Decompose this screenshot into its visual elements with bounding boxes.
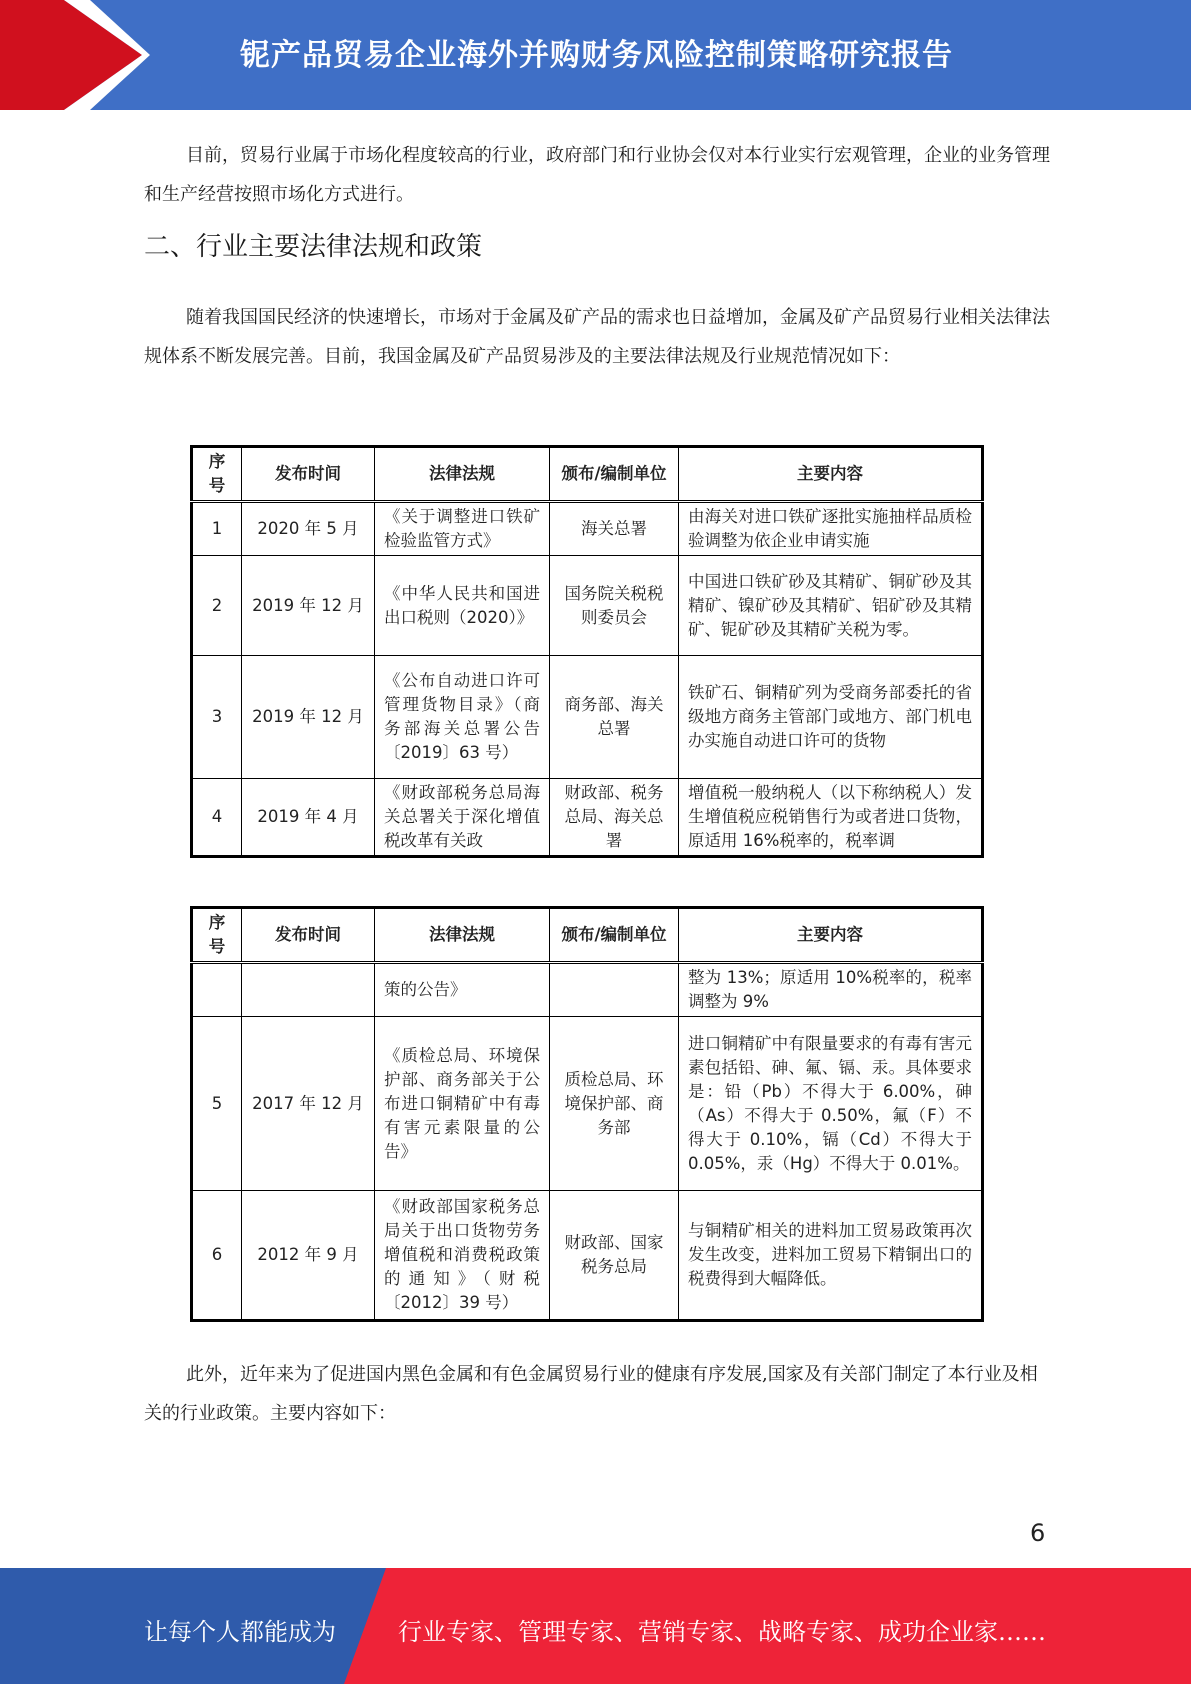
footer-slogan-left: 让每个人都能成为 [144, 1618, 336, 1646]
header-seq: 序号 [192, 447, 242, 502]
table-row [192, 1191, 983, 1321]
page-number: 6 [1030, 1519, 1046, 1547]
table-row [192, 656, 983, 779]
cell-seq: 2 [192, 556, 242, 656]
cell-law: 《质检总局、环境保护部、商务部关于公布进口铜精矿中有毒有害元素限量的公告》 [375, 1017, 550, 1191]
table-header-row [192, 447, 983, 502]
cell-content: 由海关对进口铁矿逐批实施抽样品质检验调整为依企业申请实施 [679, 502, 983, 556]
cell-seq: 4 [192, 779, 242, 857]
cell-law: 《中华人民共和国进出口税则（2020）》 [375, 556, 550, 656]
table-row [192, 1017, 983, 1191]
cell-law: 《关于调整进口铁矿检验监管方式》 [375, 502, 550, 556]
header-issuer: 颁布/编制单位 [550, 908, 679, 963]
cell-issuer: 国务院关税税则委员会 [550, 556, 679, 656]
table-row [192, 502, 983, 556]
cell-seq [192, 963, 242, 1017]
laws-table-1 [190, 445, 984, 858]
header-issuer: 颁布/编制单位 [550, 447, 679, 502]
cell-issuer [550, 963, 679, 1017]
cell-date: 2017 年 12 月 [242, 1017, 375, 1191]
cell-issuer: 财政部、国家税务总局 [550, 1191, 679, 1321]
laws-table-2 [190, 906, 984, 1322]
cell-seq: 3 [192, 656, 242, 779]
paragraph-policy-intro: 此外，近年来为了促进国内黑色金属和有色金属贸易行业的健康有序发展,国家及有关部门制定了本行业及相关的行业政策。主要内容如下： [144, 1364, 1038, 1424]
cell-seq: 6 [192, 1191, 242, 1321]
cell-seq: 5 [192, 1017, 242, 1191]
cell-content: 增值税一般纳税人（以下称纳税人）发生增值税应税销售行为或者进口货物，原适用 16%税率的，税率调 [679, 779, 983, 857]
header-content: 主要内容 [679, 447, 983, 502]
header-seq: 序号 [192, 908, 242, 963]
report-title: 铌产品贸易企业海外并购财务风险控制策略研究报告 [240, 38, 953, 73]
cell-law: 《财政部税务总局海关总署关于深化增值税改革有关政 [375, 779, 550, 857]
table-row [192, 963, 983, 1017]
cell-date: 2019 年 4 月 [242, 779, 375, 857]
cell-content: 铁矿石、铜精矿列为受商务部委托的省级地方商务主管部门或地方、部门机电办实施自动进口许可的货物 [679, 656, 983, 779]
table-row [192, 556, 983, 656]
section-heading: 二、行业主要法律法规和政策 [144, 232, 483, 262]
cell-law: 策的公告》 [375, 963, 550, 1017]
paragraph-laws-intro: 随着我国国民经济的快速增长，市场对于金属及矿产品的需求也日益增加，金属及矿产品贸易行业相关法律法规体系不断发展完善。目前，我国金属及矿产品贸易涉及的主要法律法规及行业规范情况如下： [144, 307, 1050, 367]
page-header [0, 0, 1191, 110]
cell-content: 中国进口铁矿砂及其精矿、铜矿砂及其精矿、镍矿砂及其精矿、铝矿砂及其精矿、铌矿砂及其精矿关税为零。 [679, 556, 983, 656]
cell-date: 2012 年 9 月 [242, 1191, 375, 1321]
cell-issuer: 质检总局、环境保护部、商务部 [550, 1017, 679, 1191]
cell-date: 2020 年 5 月 [242, 502, 375, 556]
table-header-row [192, 908, 983, 963]
footer-slogan-right: 行业专家、管理专家、营销专家、战略专家、成功企业家…… [398, 1618, 1046, 1646]
cell-content: 进口铜精矿中有限量要求的有毒有害元素包括铅、砷、氟、镉、汞。具体要求是：铅（Pb）不得大于 6.00%，砷（As）不得大于 0.50%，氟（F）不得大于 0.10%，镉（Cd）不得大于 0.05%，汞（Hg）不得大于 0.01%。 [679, 1017, 983, 1191]
cell-issuer: 财政部、税务总局、海关总署 [550, 779, 679, 857]
cell-date [242, 963, 375, 1017]
cell-issuer: 商务部、海关总署 [550, 656, 679, 779]
cell-law: 《财政部国家税务总局关于出口货物劳务增值税和消费税政策的通知》（财税〔2012〕39 号） [375, 1191, 550, 1321]
page-footer [0, 1568, 1191, 1684]
header-law: 法律法规 [375, 908, 550, 963]
cell-issuer: 海关总署 [550, 502, 679, 556]
cell-seq: 1 [192, 502, 242, 556]
cell-date: 2019 年 12 月 [242, 556, 375, 656]
header-date: 发布时间 [242, 908, 375, 963]
cell-law: 《公布自动进口许可管理货物目录》（商务部海关总署公告〔2019〕63 号） [375, 656, 550, 779]
table-row [192, 779, 983, 857]
header-law: 法律法规 [375, 447, 550, 502]
header-content: 主要内容 [679, 908, 983, 963]
header-date: 发布时间 [242, 447, 375, 502]
cell-content: 整为 13%；原适用 10%税率的，税率调整为 9% [679, 963, 983, 1017]
paragraph-intro: 目前，贸易行业属于市场化程度较高的行业，政府部门和行业协会仅对本行业实行宏观管理，企业的业务管理和生产经营按照市场化方式进行。 [144, 145, 1050, 205]
cell-content: 与铜精矿相关的进料加工贸易政策再次发生改变，进料加工贸易下精铜出口的税费得到大幅降低。 [679, 1191, 983, 1321]
cell-date: 2019 年 12 月 [242, 656, 375, 779]
